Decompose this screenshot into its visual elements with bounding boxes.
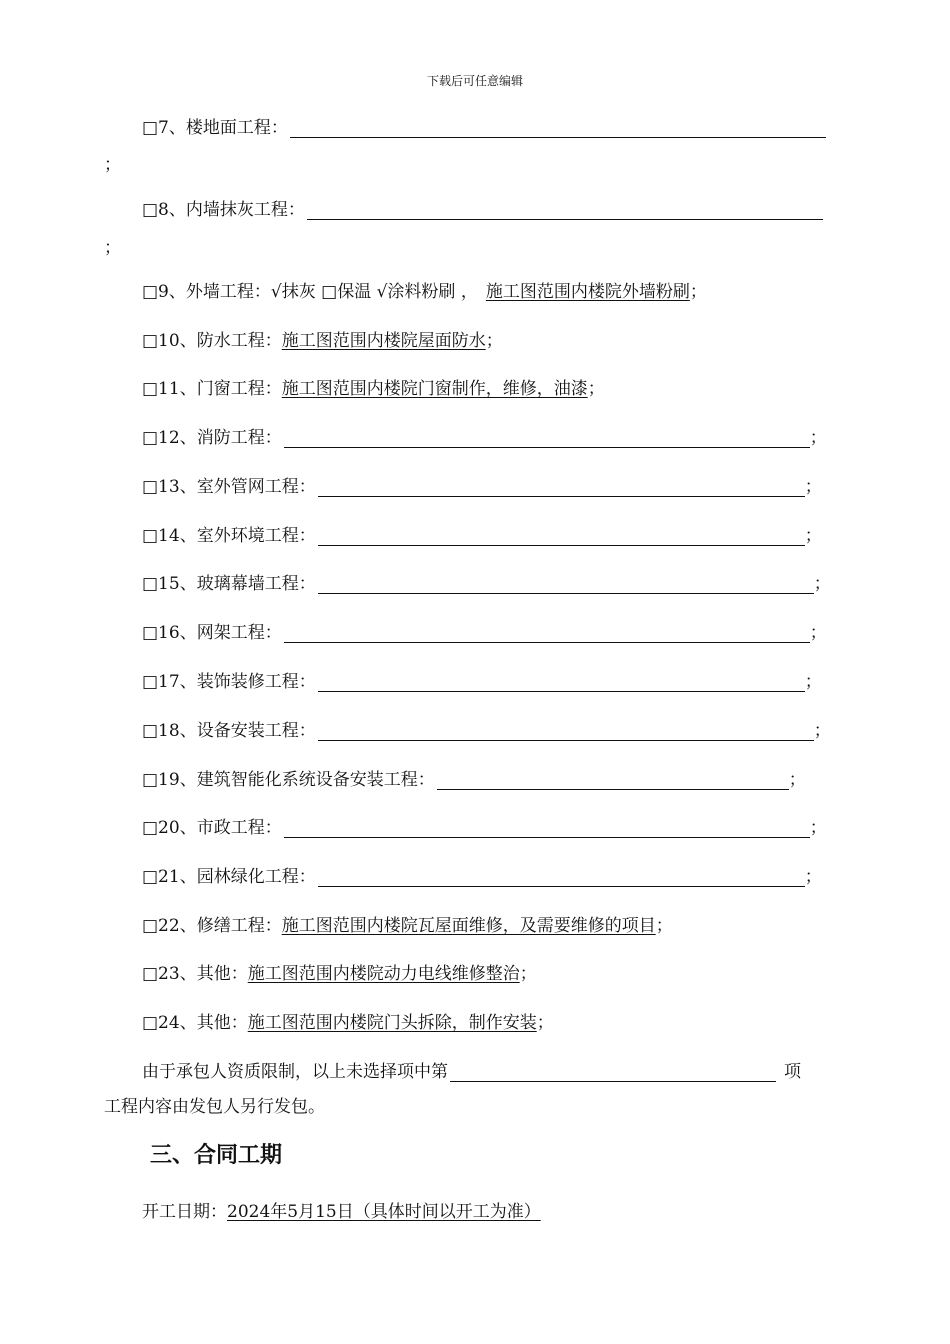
item-20-label: □20、市政工程： bbox=[142, 818, 282, 838]
item-8-tail: ； bbox=[104, 238, 121, 258]
item-17-end: ； bbox=[804, 672, 822, 692]
restriction-line bbox=[142, 1056, 801, 1082]
item-14-blank bbox=[318, 523, 805, 546]
item-24-value: 施工图范围内楼院门头拆除，制作安装 bbox=[247, 1013, 537, 1033]
item-8 bbox=[142, 194, 823, 220]
item-19-label: □19、建筑智能化系统设备安装工程： bbox=[142, 770, 435, 790]
item-18-blank bbox=[318, 718, 814, 741]
item-24 bbox=[142, 1007, 554, 1033]
item-11 bbox=[142, 373, 605, 399]
restriction-continuation: 工程内容由发包人另行发包。 bbox=[104, 1097, 325, 1117]
start-date-value: 2024年5月15日（具体时间以开工为准） bbox=[227, 1202, 541, 1222]
item-11-end: ； bbox=[587, 379, 605, 399]
item-7-label: □7、楼地面工程： bbox=[142, 118, 288, 138]
item-10 bbox=[142, 325, 503, 351]
item-16-end: ； bbox=[809, 623, 827, 643]
item-9-label: □9、外墙工程： bbox=[142, 282, 271, 302]
item-15-blank bbox=[318, 571, 814, 594]
item-22-label: □22、修缮工程： bbox=[142, 916, 282, 936]
item-9-end: ； bbox=[689, 282, 707, 302]
item-17 bbox=[142, 666, 822, 692]
item-23-value: 施工图范围内楼院动力电线维修整治 bbox=[247, 964, 520, 984]
item-13-end: ； bbox=[804, 477, 822, 497]
item-14 bbox=[142, 520, 822, 546]
item-16-label: □16、网架工程： bbox=[142, 623, 282, 643]
item-8-label: □8、内墙抹灰工程： bbox=[142, 200, 305, 220]
item-7-blank bbox=[290, 115, 826, 138]
item-21-label: □21、园林绿化工程： bbox=[142, 867, 316, 887]
item-14-end: ； bbox=[804, 526, 822, 546]
item-9-options: √抹灰 □保温 √涂料粉刷 ， bbox=[270, 282, 478, 302]
item-21-blank bbox=[318, 864, 805, 887]
item-21 bbox=[142, 861, 822, 887]
item-20-blank bbox=[284, 815, 810, 838]
item-24-label: □24、其他： bbox=[142, 1013, 248, 1033]
item-23-label: □23、其他： bbox=[142, 964, 248, 984]
item-9-value: 施工图范围内楼院外墙粉刷 bbox=[485, 282, 690, 302]
item-15-end: ； bbox=[813, 574, 831, 594]
item-16 bbox=[142, 617, 827, 643]
item-20-end: ； bbox=[809, 818, 827, 838]
item-21-end: ； bbox=[804, 867, 822, 887]
restriction-text: 由于承包人资质限制，以上未选择项中第 bbox=[142, 1062, 448, 1082]
item-18-label: □18、设备安装工程： bbox=[142, 721, 316, 741]
item-11-label: □11、门窗工程： bbox=[142, 379, 282, 399]
item-13-label: □13、室外管网工程： bbox=[142, 477, 316, 497]
item-23-end: ； bbox=[519, 964, 537, 984]
restriction-item: 项 bbox=[784, 1062, 801, 1082]
start-date-line bbox=[142, 1196, 541, 1222]
item-13-blank bbox=[318, 474, 805, 497]
item-22 bbox=[142, 910, 673, 936]
item-22-end: ； bbox=[655, 916, 673, 936]
item-22-value: 施工图范围内楼院瓦屋面维修，及需要维修的项目 bbox=[281, 916, 656, 936]
item-8-blank bbox=[307, 197, 823, 220]
item-12-end: ； bbox=[809, 428, 827, 448]
restriction-blank bbox=[450, 1059, 776, 1082]
item-18 bbox=[142, 715, 831, 741]
item-19-end: ； bbox=[788, 770, 806, 790]
item-9 bbox=[142, 276, 707, 302]
item-14-label: □14、室外环境工程： bbox=[142, 526, 316, 546]
item-11-value: 施工图范围内楼院门窗制作，维修，油漆 bbox=[281, 379, 588, 399]
item-10-end: ； bbox=[485, 331, 503, 351]
item-13 bbox=[142, 471, 822, 497]
item-7 bbox=[142, 112, 826, 138]
start-date-label: 开工日期： bbox=[142, 1202, 227, 1222]
item-17-label: □17、装饰装修工程： bbox=[142, 672, 316, 692]
item-19-blank bbox=[437, 767, 789, 790]
item-18-end: ； bbox=[813, 721, 831, 741]
item-17-blank bbox=[318, 669, 805, 692]
item-24-end: ； bbox=[536, 1013, 554, 1033]
item-15-label: □15、玻璃幕墙工程： bbox=[142, 574, 316, 594]
item-19 bbox=[142, 764, 806, 790]
page-header: 下载后可任意编辑 bbox=[426, 74, 523, 88]
item-10-value: 施工图范围内楼院屋面防水 bbox=[281, 331, 486, 351]
item-12 bbox=[142, 422, 827, 448]
section-3-title: 三、合同工期 bbox=[150, 1143, 283, 1168]
item-7-tail: ； bbox=[104, 155, 121, 175]
item-23 bbox=[142, 958, 537, 984]
item-20 bbox=[142, 812, 827, 838]
item-12-blank bbox=[284, 425, 810, 448]
item-16-blank bbox=[284, 620, 810, 643]
item-12-label: □12、消防工程： bbox=[142, 428, 282, 448]
item-15 bbox=[142, 568, 831, 594]
item-10-label: □10、防水工程： bbox=[142, 331, 282, 351]
